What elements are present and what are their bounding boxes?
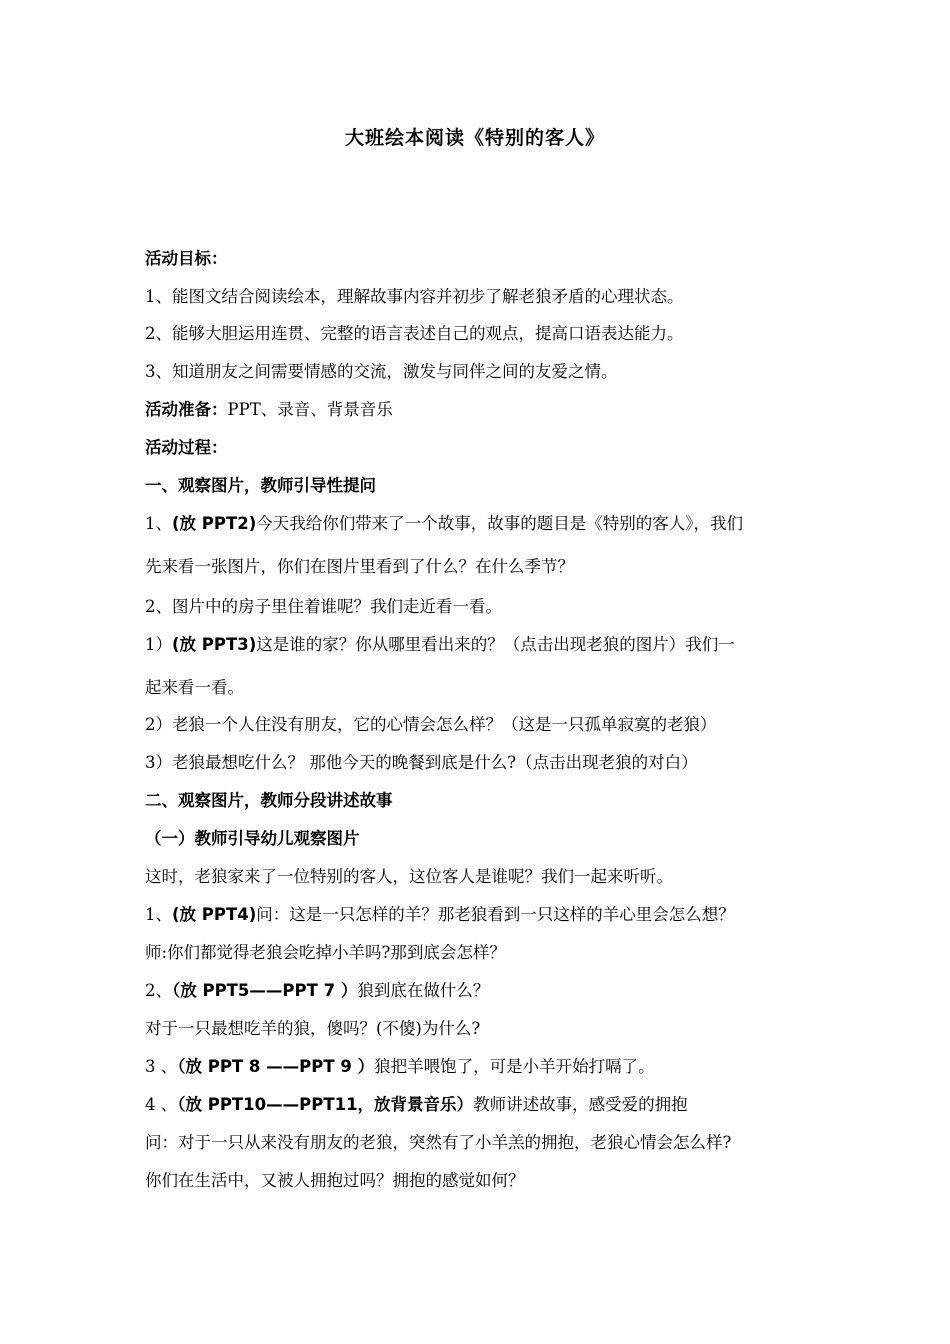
s1-p3-text: 这是谁的家？你从哪里看出来的？（点击出现老狼的图片）我们一 — [256, 635, 735, 654]
section-1-heading: 一、观察图片，教师引导性提问 — [145, 476, 376, 495]
s1-p1-ppt: (放 PPT2) — [172, 514, 257, 533]
goal-3: 3、知道朋友之间需要情感的交流，激发与同伴之间的友爱之情。 — [145, 362, 618, 381]
s2-paragraph-3: 师:你们都觉得老狼会吃掉小羊吗?那到底会怎样？ — [145, 943, 506, 962]
s1-paragraph-1-cont: 先来看一张图片，你们在图片里看到了什么？在什么季节？ — [145, 557, 574, 576]
s1-paragraph-5: 3）老狼最想吃什么？ 那他今天的晚餐到底是什么?（点击出现老狼的对白） — [145, 753, 698, 772]
s2-p2-ppt: (放 PPT4) — [172, 905, 257, 924]
subsection-1-heading: （一）教师引导幼儿观察图片 — [145, 829, 360, 848]
s2-p4-text: 狼到底在做什么？ — [357, 981, 490, 1000]
s2-p4-number: 2、 — [145, 981, 172, 1000]
document-title: 大班绘本阅读《特别的客人》 — [344, 127, 605, 149]
goal-2: 2、能够大胆运用连贯、完整的语言表述自己的观点，提高口语表达能力。 — [145, 324, 684, 343]
s1-p3-number: 1） — [145, 635, 172, 654]
process-heading: 活动过程： — [145, 438, 228, 457]
s2-paragraph-4 — [145, 980, 825, 1002]
s2-p2-number: 1、 — [145, 905, 172, 924]
s1-paragraph-3 — [145, 634, 825, 656]
s1-p1-text: 今天我给你们带来了一个故事，故事的题目是《特别的客人》，我们 — [256, 514, 743, 533]
s2-paragraph-1: 这时，老狼家来了一位特别的客人，这位客人是谁呢？我们一起来听听。 — [145, 867, 673, 886]
goal-1: 1、能图文结合阅读绘本，理解故事内容并初步了解老狼矛盾的心理状态。 — [145, 287, 684, 306]
prep-line — [145, 399, 825, 421]
s2-p7-ppt: （放 PPT10——PPT11，放背景音乐） — [177, 1095, 474, 1114]
s1-paragraph-3-cont: 起来看一看。 — [145, 678, 244, 697]
section-2-heading: 二、观察图片，教师分段讲述故事 — [145, 791, 393, 810]
s2-paragraph-5: 对于一只最想吃羊的狼，傻吗？(不傻)为什么? — [145, 1019, 481, 1038]
s2-paragraph-8: 问：对于一只从来没有朋友的老狼，突然有了小羊羔的拥抱，老狼心情会怎么样? — [145, 1133, 732, 1152]
s2-paragraph-9: 你们在生活中，又被人拥抱过吗？拥抱的感觉如何？ — [145, 1171, 525, 1190]
s2-paragraph-2 — [145, 904, 825, 926]
s1-paragraph-4: 2）老狼一个人住没有朋友，它的心情会怎么样？（这是一只孤单寂寞的老狼） — [145, 715, 717, 734]
s2-paragraph-6 — [145, 1056, 825, 1078]
s2-paragraph-7 — [145, 1094, 825, 1116]
s2-p6-ppt: （放 PPT 8 ——PPT 9 ） — [177, 1057, 375, 1076]
s1-p1-number: 1、 — [145, 514, 172, 533]
s1-paragraph-1 — [145, 513, 825, 535]
prep-heading: 活动准备： — [145, 400, 228, 419]
s2-p6-text: 狼把羊喂饱了，可是小羊开始打嗝了。 — [374, 1057, 655, 1076]
s2-p2-text: 问：这是一只怎样的羊？那老狼看到一只这样的羊心里会怎么想？ — [256, 905, 735, 924]
s1-paragraph-2: 2、图片中的房子里住着谁呢？我们走近看一看。 — [145, 597, 502, 616]
s2-p6-number: 3 、 — [145, 1057, 178, 1076]
s2-p7-number: 4 、 — [145, 1095, 178, 1114]
s2-p7-text: 教师讲述故事，感受爱的拥抱 — [473, 1095, 688, 1114]
goals-heading: 活动目标： — [145, 249, 228, 268]
s1-p3-ppt: (放 PPT3) — [172, 635, 257, 654]
s2-p4-ppt: （放 PPT5——PPT 7 ） — [172, 981, 358, 1000]
prep-text: PPT、录音、背景音乐 — [227, 400, 393, 419]
